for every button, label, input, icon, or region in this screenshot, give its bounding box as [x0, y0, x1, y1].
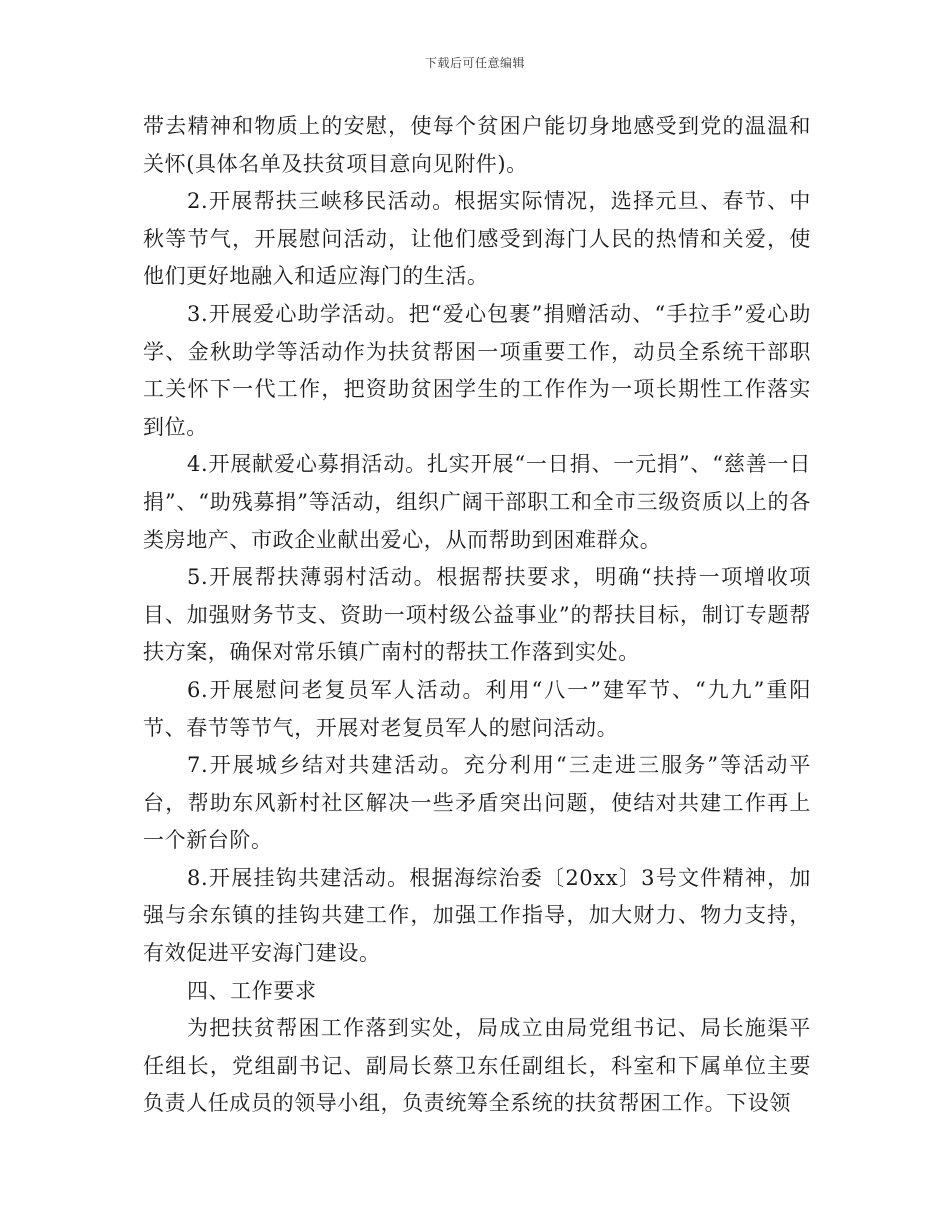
paragraph-item-6: 6.开展慰问老复员军人活动。利用“八一”建军节、“九九”重阳节、春节等节气，开展对老复员军人的慰问活动。	[143, 677, 811, 740]
paragraph-item-2: 2.开展帮扶三峡移民活动。根据实际情况，选择元旦、春节、中秋等节气，开展慰问活动，让他们感受到海门人民的热情和关爱，使他们更好地融入和适应海门的生活。	[143, 189, 811, 289]
section-heading-work-requirements: 四、工作要求	[187, 978, 317, 1003]
paragraph-item-4: 4.开展献爱心募捐活动。扎实开展“一日捐、一元捐”、“慈善一日捐”、“助残募捐”等活动，组织广阔干部职工和全市三级资质以上的各类房地产、市政企业献出爱心，从而帮助到困难群众。	[143, 452, 811, 552]
paragraph-item-8: 8.开展挂钩共建活动。根据海综治委〔20xx〕3号文件精神，加强与余东镇的挂钩共建工作，加强工作指导，加大财力、物力支持，有效促进平安海门建设。	[143, 865, 811, 966]
paragraph-item-3: 3.开展爱心助学活动。把“爱心包裹”捐赠活动、“手拉手”爱心助学、金秋助学等活动作为扶贫帮困一项重要工作，动员全系统干部职工关怀下一代工作，把资助贫困学生的工作作为一项长期性工作落实到位。	[143, 301, 811, 439]
paragraph-continuation: 带去精神和物质上的安慰，使每个贫困户能切身地感受到党的温温和关怀(具体名单及扶贫项目意向见附件)。	[143, 114, 811, 176]
page-header: 下载后可任意编辑	[424, 56, 525, 70]
paragraph-item-5: 5.开展帮扶薄弱村活动。根据帮扶要求，明确“扶持一项增收项目、加强财务节支、资助一项村级公益事业”的帮扶目标，制订专题帮扶方案，确保对常乐镇广南村的帮扶工作落到实处。	[143, 565, 811, 665]
document-body	[143, 108, 811, 1123]
paragraph-work-requirements: 为把扶贫帮困工作落到实处，局成立由局党组书记、局长施渠平任组长，党组副书记、副局长蔡卫东任副组长，科室和下属单位主要负责人任成员的领导小组，负责统筹全系统的扶贫帮困工作。下设领	[143, 1016, 811, 1116]
paragraph-item-7: 7.开展城乡结对共建活动。充分利用“三走进三服务”等活动平台，帮助东风新村社区解决一些矛盾突出问题，使结对共建工作再上一个新台阶。	[143, 753, 811, 853]
